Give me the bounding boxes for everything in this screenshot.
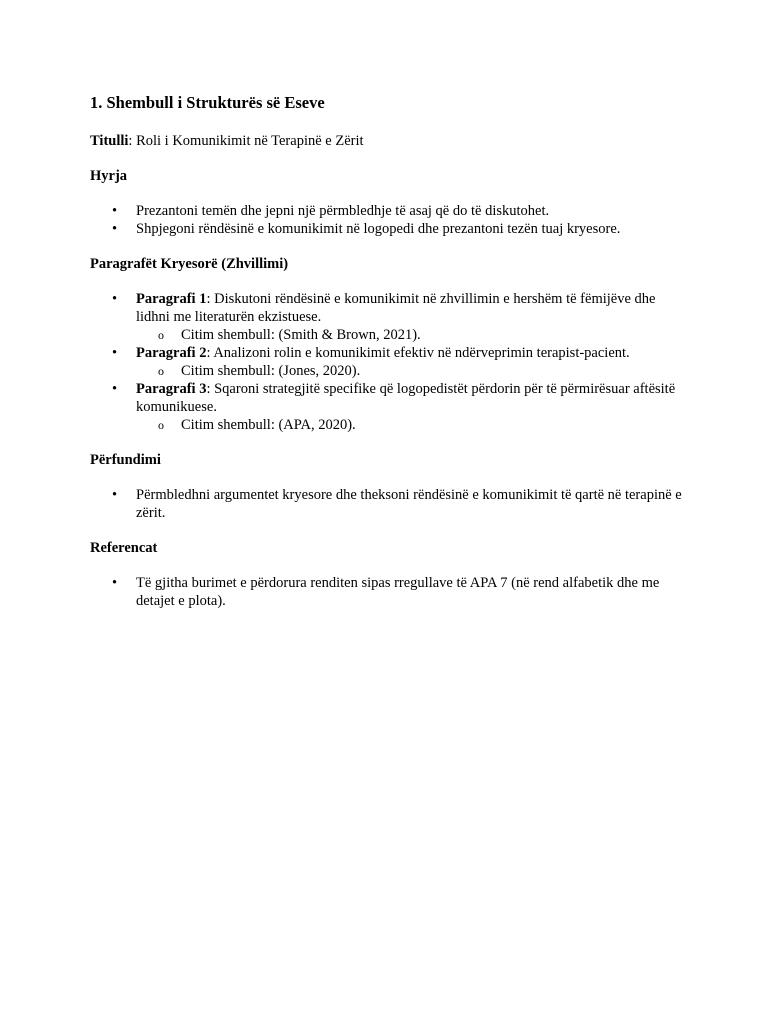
list-item [90, 202, 690, 220]
bullet-icon: • [112, 381, 118, 397]
citation-text: Citim shembull: (Smith & Brown, 2021). [181, 327, 421, 343]
document-content [90, 92, 690, 627]
sub-list [136, 362, 690, 380]
bullet-icon: • [112, 345, 118, 361]
paragraph-label: Paragrafi 1 [136, 291, 207, 307]
referencat-list [90, 574, 690, 610]
list-item-text: : Diskutoni rëndësinë e komunikimit në zhvillimin e hershëm të fëmijëve dhe lidhni me literaturën ekzistuese. [136, 291, 656, 325]
paragrafet-list [90, 290, 690, 434]
list-item [90, 574, 690, 610]
titulli-text: : Roli i Komunikimit në Terapinë e Zërit [128, 133, 364, 149]
paragraph-label: Paragrafi 2 [136, 345, 207, 361]
bullet-icon: • [112, 291, 118, 307]
hyrja-list [90, 202, 690, 238]
list-item-text: : Analizoni rolin e komunikimit efektiv në ndërveprimin terapist-pacient. [206, 345, 630, 361]
section-heading-referencat: Referencat [90, 540, 158, 556]
sub-list [136, 416, 690, 434]
bullet-icon: • [112, 221, 118, 237]
list-item-text: Prezantoni temën dhe jepni një përmbledhje të asaj që do të diskutohet. [136, 203, 550, 219]
citation-text: Citim shembull: (Jones, 2020). [181, 363, 361, 379]
list-item [90, 344, 690, 380]
list-item-text: Përmbledhni argumentet kryesore dhe theksoni rëndësinë e komunikimit të qartë në terapinë e zërit. [136, 487, 682, 521]
paragraph-label: Paragrafi 3 [136, 381, 207, 397]
document-title: 1. Shembull i Strukturës së Eseve [90, 93, 325, 112]
list-item [90, 380, 690, 434]
section-heading-hyrja: Hyrja [90, 168, 128, 184]
list-item-text: : Sqaroni strategjitë specifike që logopedistët përdorin për të përmirësuar aftësitë komunikuese. [136, 381, 676, 415]
bullet-icon: • [112, 575, 118, 591]
sub-list [136, 326, 690, 344]
citation-text: Citim shembull: (APA, 2020). [181, 417, 356, 433]
list-item [90, 290, 690, 344]
bullet-icon: • [112, 203, 118, 219]
sub-list-item [136, 362, 690, 380]
section-heading-perfundimi: Përfundimi [90, 452, 161, 468]
titulli-label: Titulli [90, 133, 129, 149]
sub-bullet-icon: o [158, 328, 164, 342]
section-heading-paragrafet: Paragrafët Kryesorë (Zhvillimi) [90, 256, 289, 272]
bullet-icon: • [112, 487, 118, 503]
list-item-text: Të gjitha burimet e përdorura renditen sipas rregullave të APA 7 (në rend alfabetik dhe me detajet e plota). [136, 575, 660, 609]
sub-list-item [136, 326, 690, 344]
sub-bullet-icon: o [158, 364, 164, 378]
sub-bullet-icon: o [158, 418, 164, 432]
perfundimi-list [90, 486, 690, 522]
sub-list-item [136, 416, 690, 434]
list-item [90, 486, 690, 522]
titulli-line [90, 132, 690, 150]
list-item [90, 220, 690, 238]
list-item-text: Shpjegoni rëndësinë e komunikimit në logopedi dhe prezantoni tezën tuaj kryesore. [136, 221, 621, 237]
